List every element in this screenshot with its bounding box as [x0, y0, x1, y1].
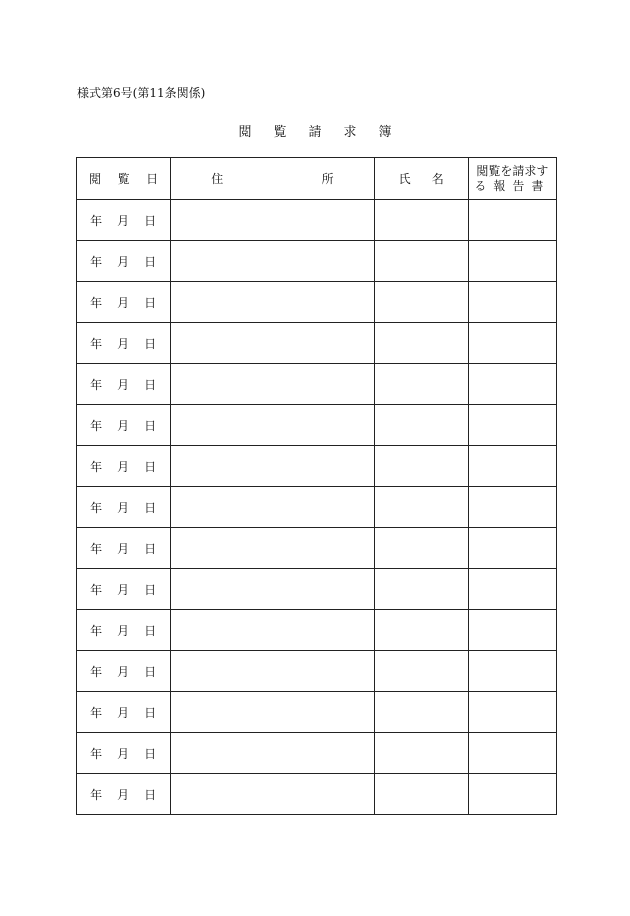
header-date-char: 閲: [89, 172, 102, 186]
date-part-label: 日: [144, 254, 157, 269]
name-cell[interactable]: [374, 446, 468, 487]
report-cell[interactable]: [468, 651, 556, 692]
name-cell[interactable]: [374, 733, 468, 774]
date-part-label: 年: [90, 500, 103, 515]
header-address-char: 所: [321, 172, 334, 186]
title-char: 求: [343, 125, 357, 140]
address-cell[interactable]: [171, 733, 374, 774]
date-part-label: 月: [117, 664, 130, 679]
table-row: [77, 405, 557, 446]
address-cell[interactable]: [171, 651, 374, 692]
date-part-label: 年: [90, 787, 103, 802]
date-part-label: 日: [144, 582, 157, 597]
date-cell[interactable]: [77, 487, 171, 528]
date-part-label: 日: [144, 295, 157, 310]
date-part-label: 年: [90, 746, 103, 761]
date-part-label: 年: [90, 254, 103, 269]
date-part-label: 月: [117, 623, 130, 638]
header-report-line1: 閲覧を請求す: [476, 163, 549, 178]
report-cell[interactable]: [468, 610, 556, 651]
table-row: [77, 651, 557, 692]
report-cell[interactable]: [468, 282, 556, 323]
date-cell[interactable]: [77, 446, 171, 487]
header-date-char: 覧: [117, 172, 130, 186]
name-cell[interactable]: [374, 610, 468, 651]
date-cell[interactable]: [77, 733, 171, 774]
date-cell[interactable]: [77, 692, 171, 733]
table-header-row: [77, 158, 557, 200]
date-part-label: 月: [117, 295, 130, 310]
address-cell[interactable]: [171, 282, 374, 323]
date-part-label: 日: [144, 213, 157, 228]
date-cell[interactable]: [77, 528, 171, 569]
document-title: [0, 121, 630, 140]
report-cell[interactable]: [468, 446, 556, 487]
address-cell[interactable]: [171, 446, 374, 487]
form-number: 様式第6号(第11条関係): [77, 86, 206, 100]
report-cell[interactable]: [468, 733, 556, 774]
table-row: [77, 774, 557, 815]
date-cell[interactable]: [77, 774, 171, 815]
name-cell[interactable]: [374, 692, 468, 733]
date-part-label: 日: [144, 623, 157, 638]
name-cell[interactable]: [374, 200, 468, 241]
header-date-char: 日: [146, 172, 159, 186]
date-part-label: 年: [90, 295, 103, 310]
date-cell[interactable]: [77, 323, 171, 364]
header-report: [468, 158, 556, 200]
address-cell[interactable]: [171, 200, 374, 241]
date-part-label: 日: [144, 336, 157, 351]
table-row: [77, 241, 557, 282]
date-part-label: 日: [144, 787, 157, 802]
date-part-label: 年: [90, 336, 103, 351]
title-char: 請: [308, 125, 322, 140]
date-part-label: 月: [117, 705, 130, 720]
date-cell[interactable]: [77, 405, 171, 446]
report-cell[interactable]: [468, 323, 556, 364]
report-cell[interactable]: [468, 200, 556, 241]
table-row: [77, 487, 557, 528]
title-char: 簿: [378, 125, 392, 140]
date-cell[interactable]: [77, 610, 171, 651]
date-part-label: 日: [144, 664, 157, 679]
report-cell[interactable]: [468, 774, 556, 815]
table-row: [77, 364, 557, 405]
date-part-label: 月: [117, 459, 130, 474]
report-cell[interactable]: [468, 528, 556, 569]
table-row: [77, 610, 557, 651]
report-cell[interactable]: [468, 692, 556, 733]
date-part-label: 年: [90, 459, 103, 474]
report-cell[interactable]: [468, 364, 556, 405]
address-cell[interactable]: [171, 364, 374, 405]
name-cell[interactable]: [374, 405, 468, 446]
date-part-label: 月: [117, 582, 130, 597]
table-row: [77, 569, 557, 610]
address-cell[interactable]: [171, 692, 374, 733]
table-row: [77, 323, 557, 364]
name-cell[interactable]: [374, 364, 468, 405]
header-report-line2: る報告書: [474, 178, 551, 193]
date-part-label: 日: [144, 541, 157, 556]
date-part-label: 月: [117, 336, 130, 351]
date-part-label: 月: [117, 418, 130, 433]
name-cell[interactable]: [374, 774, 468, 815]
date-cell[interactable]: [77, 364, 171, 405]
name-cell[interactable]: [374, 528, 468, 569]
report-cell[interactable]: [468, 569, 556, 610]
date-part-label: 年: [90, 582, 103, 597]
register-table: [76, 157, 557, 815]
table-row: [77, 692, 557, 733]
date-part-label: 日: [144, 705, 157, 720]
table-row: [77, 282, 557, 323]
date-cell[interactable]: [77, 282, 171, 323]
report-cell[interactable]: [468, 405, 556, 446]
date-part-label: 日: [144, 459, 157, 474]
name-cell[interactable]: [374, 651, 468, 692]
name-cell[interactable]: [374, 487, 468, 528]
name-cell[interactable]: [374, 569, 468, 610]
date-part-label: 年: [90, 623, 103, 638]
date-part-label: 年: [90, 213, 103, 228]
address-cell[interactable]: [171, 528, 374, 569]
report-cell[interactable]: [468, 487, 556, 528]
header-name: [374, 158, 468, 200]
date-part-label: 月: [117, 377, 130, 392]
name-cell[interactable]: [374, 241, 468, 282]
address-cell[interactable]: [171, 774, 374, 815]
date-part-label: 年: [90, 418, 103, 433]
title-char: 閲: [238, 125, 252, 140]
date-part-label: 月: [117, 213, 130, 228]
name-cell[interactable]: [374, 323, 468, 364]
date-part-label: 月: [117, 500, 130, 515]
date-part-label: 月: [117, 787, 130, 802]
address-cell[interactable]: [171, 487, 374, 528]
address-cell[interactable]: [171, 241, 374, 282]
table-row: [77, 733, 557, 774]
date-part-label: 年: [90, 541, 103, 556]
date-part-label: 月: [117, 746, 130, 761]
date-part-label: 年: [90, 705, 103, 720]
date-part-label: 日: [144, 746, 157, 761]
date-part-label: 月: [117, 541, 130, 556]
table-row: [77, 200, 557, 241]
address-cell[interactable]: [171, 405, 374, 446]
date-part-label: 月: [117, 254, 130, 269]
table-row: [77, 528, 557, 569]
date-cell[interactable]: [77, 569, 171, 610]
address-cell[interactable]: [171, 569, 374, 610]
date-part-label: 日: [144, 377, 157, 392]
date-cell[interactable]: [77, 200, 171, 241]
header-date: [77, 158, 171, 200]
date-cell[interactable]: [77, 241, 171, 282]
date-part-label: 年: [90, 377, 103, 392]
report-cell[interactable]: [468, 241, 556, 282]
date-part-label: 年: [90, 664, 103, 679]
address-cell[interactable]: [171, 610, 374, 651]
header-name-char: 名: [431, 172, 444, 186]
header-address-char: 住: [211, 172, 224, 186]
title-char: 覧: [273, 125, 287, 140]
date-part-label: 日: [144, 500, 157, 515]
header-name-char: 氏: [398, 172, 411, 186]
date-part-label: 日: [144, 418, 157, 433]
date-cell[interactable]: [77, 651, 171, 692]
header-address: [171, 158, 374, 200]
name-cell[interactable]: [374, 282, 468, 323]
address-cell[interactable]: [171, 323, 374, 364]
table-row: [77, 446, 557, 487]
